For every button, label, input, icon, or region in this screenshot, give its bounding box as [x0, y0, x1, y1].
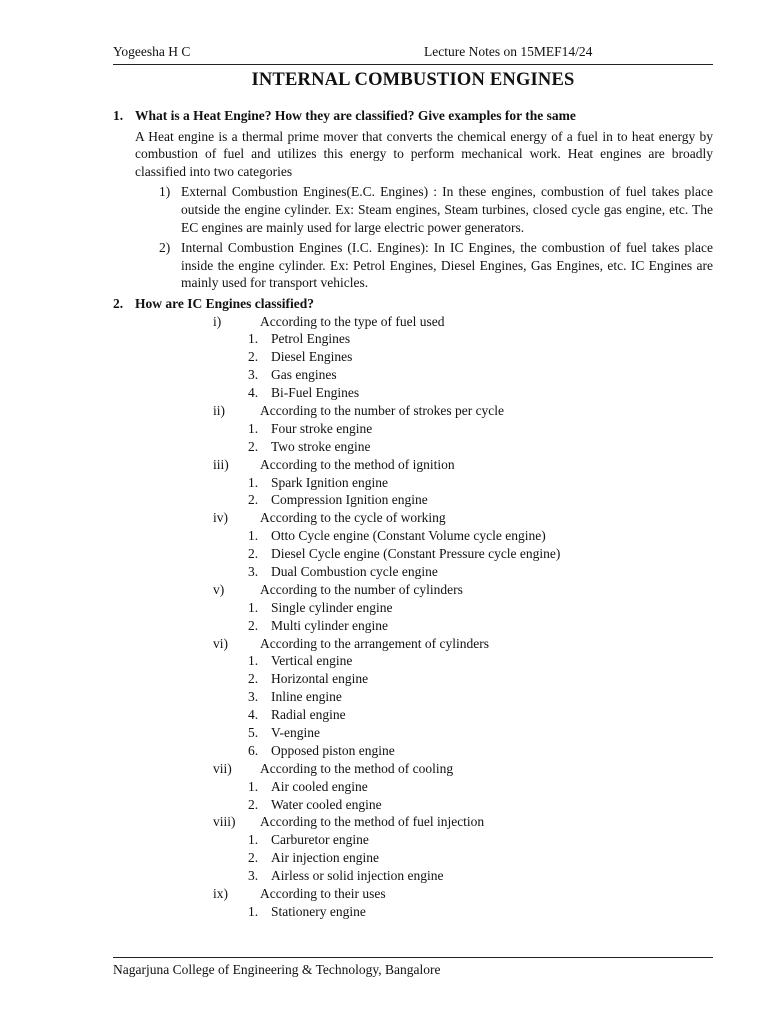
- list-item: [248, 563, 713, 581]
- question-1: [113, 107, 713, 125]
- classification-group: [213, 509, 713, 527]
- list-item: [248, 742, 713, 760]
- list-item-number: 1.: [248, 528, 259, 544]
- list-item-text: Spark Ignition engine: [271, 474, 388, 490]
- question-1-text: What is a Heat Engine? How they are classified? Give examples for the same: [135, 108, 576, 123]
- list-item-number: 2.: [248, 438, 259, 454]
- group-heading: According to the arrangement of cylinders: [260, 635, 490, 651]
- group-heading: According to the number of cylinders: [260, 581, 463, 597]
- list-item-number: 2.: [248, 671, 259, 687]
- list-item: [248, 420, 713, 438]
- group-roman-numeral: ix): [213, 886, 228, 902]
- list-item: [248, 778, 713, 796]
- classification-group: [213, 635, 713, 653]
- list-item-text: V-engine: [271, 725, 320, 741]
- classification-group: [213, 313, 713, 331]
- list-item: [248, 527, 713, 545]
- page-title: INTERNAL COMBUSTION ENGINES: [251, 70, 575, 90]
- list-item-number: 2.: [248, 492, 259, 508]
- group-heading: According to the method of ignition: [260, 456, 455, 472]
- category-number: 1): [159, 184, 171, 200]
- group-heading: According to the type of fuel used: [260, 313, 445, 329]
- list-item-text: Opposed piston engine: [271, 742, 395, 758]
- list-item-number: 3.: [248, 367, 259, 383]
- list-item-text: Diesel Engines: [271, 349, 353, 365]
- list-item-number: 1.: [248, 331, 259, 347]
- classification-group: [213, 885, 713, 903]
- list-item-text: Air injection engine: [271, 850, 379, 866]
- group-heading: According to the number of strokes per cycle: [260, 402, 505, 418]
- group-heading: According to the method of fuel injection: [260, 814, 485, 830]
- list-item-text: Airless or solid injection engine: [271, 868, 444, 884]
- header-author: Yogeesha H C: [113, 44, 191, 59]
- list-item-number: 2.: [248, 349, 259, 365]
- list-item: [248, 867, 713, 885]
- list-item-number: 6.: [248, 742, 259, 758]
- list-item-number: 1.: [248, 832, 259, 848]
- list-item: [248, 849, 713, 867]
- list-item-number: 2.: [248, 850, 259, 866]
- group-roman-numeral: v): [213, 581, 225, 597]
- answer-1-paragraph: A Heat engine is a thermal prime mover that converts the chemical energy of a fuel in to heat energy by combustion of fuel and utilizes this energy to perform mechanical work. Heat engines are broadly classified into two categories: [135, 128, 713, 179]
- list-item: [248, 617, 713, 635]
- list-item: [248, 348, 713, 366]
- list-item-number: 4.: [248, 385, 259, 401]
- group-roman-numeral: iv): [213, 510, 228, 526]
- group-heading: According to the method of cooling: [260, 760, 454, 776]
- list-item: [248, 599, 713, 617]
- list-item-text: Four stroke engine: [271, 420, 373, 436]
- list-item-number: 1.: [248, 420, 259, 436]
- list-item-text: Two stroke engine: [271, 438, 371, 454]
- group-roman-numeral: ii): [213, 402, 225, 418]
- list-item: [248, 706, 713, 724]
- document-page: [113, 0, 713, 1024]
- list-item-text: Dual Combustion cycle engine: [271, 564, 438, 579]
- question-2-text: How are IC Engines classified?: [135, 295, 315, 311]
- footer-rule: [113, 957, 713, 958]
- list-item-number: 2.: [248, 617, 259, 633]
- list-item: [248, 330, 713, 348]
- list-item-number: 3.: [248, 689, 259, 705]
- list-item-text: Otto Cycle engine (Constant Volume cycle engine): [271, 528, 546, 544]
- list-item-text: Gas engines: [271, 367, 337, 383]
- classification-group: [213, 813, 713, 831]
- list-item-number: 1.: [248, 653, 259, 669]
- group-roman-numeral: i): [213, 313, 222, 329]
- classification-group: [213, 581, 713, 599]
- list-item-number: 1.: [248, 903, 259, 919]
- list-item: [248, 652, 713, 670]
- list-item: [248, 831, 713, 849]
- group-roman-numeral: iii): [213, 456, 229, 472]
- list-item-number: 3.: [248, 868, 259, 884]
- list-item-text: Compression Ignition engine: [271, 492, 428, 508]
- page-header: [113, 44, 713, 64]
- group-roman-numeral: vi): [213, 635, 228, 651]
- list-item-number: 1.: [248, 778, 259, 794]
- list-item: [248, 438, 713, 456]
- group-roman-numeral: vii): [213, 760, 232, 776]
- list-item: [248, 670, 713, 688]
- list-item-text: Radial engine: [271, 707, 346, 723]
- classification-group: [213, 456, 713, 474]
- list-item-text: Single cylinder engine: [271, 599, 393, 615]
- list-item-text: Petrol Engines: [271, 331, 351, 347]
- list-item: [248, 903, 713, 921]
- list-item: [248, 366, 713, 384]
- list-item-text: Bi-Fuel Engines: [271, 385, 360, 401]
- list-item: [248, 724, 713, 742]
- question-2-number: 2.: [113, 295, 124, 311]
- list-item: [248, 796, 713, 814]
- header-course: Lecture Notes on 15MEF14/24: [424, 44, 593, 59]
- list-item-text: Horizontal engine: [271, 671, 369, 687]
- classification-group: [213, 760, 713, 778]
- category-number: 2): [159, 240, 171, 256]
- group-heading: According to their uses: [260, 886, 386, 902]
- category-text: External Combustion Engines(E.C. Engines) : In these engines, combustion of fuel takes place outside the engine cylinder. Ex: Steam engines, Steam turbines, closed cycle gas engine, etc. The EC engines are mainly used for large electric power generators.: [181, 184, 713, 235]
- header-rule: [113, 64, 713, 65]
- list-item: [248, 491, 713, 509]
- list-item-text: Vertical engine: [271, 653, 353, 669]
- list-item-number: 5.: [248, 725, 259, 741]
- list-item-number: 1.: [248, 599, 259, 615]
- list-item: [248, 545, 713, 563]
- list-item-number: 2.: [248, 796, 259, 812]
- category-item: [159, 239, 713, 292]
- list-item-text: Inline engine: [271, 689, 342, 705]
- list-item-text: Stationery engine: [271, 903, 366, 919]
- list-item: [248, 474, 713, 492]
- classification-group: [213, 402, 713, 420]
- list-item-text: Multi cylinder engine: [271, 617, 388, 633]
- list-item: [248, 688, 713, 706]
- question-2: [113, 295, 713, 313]
- category-item: [159, 183, 713, 236]
- classification-list: [113, 313, 713, 921]
- list-item-number: 2.: [248, 546, 259, 562]
- list-item-text: Carburetor engine: [271, 832, 369, 848]
- list-item-text: Air cooled engine: [271, 778, 368, 794]
- page-footer: Nagarjuna College of Engineering & Technology, Bangalore: [113, 962, 441, 977]
- group-roman-numeral: viii): [213, 814, 236, 830]
- group-heading: According to the cycle of working: [260, 510, 446, 526]
- category-text: Internal Combustion Engines (I.C. Engines): In IC Engines, the combustion of fuel takes place inside the engine cylinder. Ex: Petrol Engines, Diesel Engines, Gas Engines, etc. IC Engines are mainly used for transport vehicles.: [181, 240, 713, 291]
- list-item-number: 3.: [248, 564, 259, 579]
- list-item-number: 4.: [248, 707, 259, 723]
- list-item: [248, 384, 713, 402]
- list-item-number: 1.: [248, 474, 259, 490]
- document-body: [113, 107, 713, 921]
- question-1-number: 1.: [113, 108, 124, 123]
- list-item-text: Water cooled engine: [271, 796, 382, 812]
- list-item-text: Diesel Cycle engine (Constant Pressure cycle engine): [271, 546, 561, 562]
